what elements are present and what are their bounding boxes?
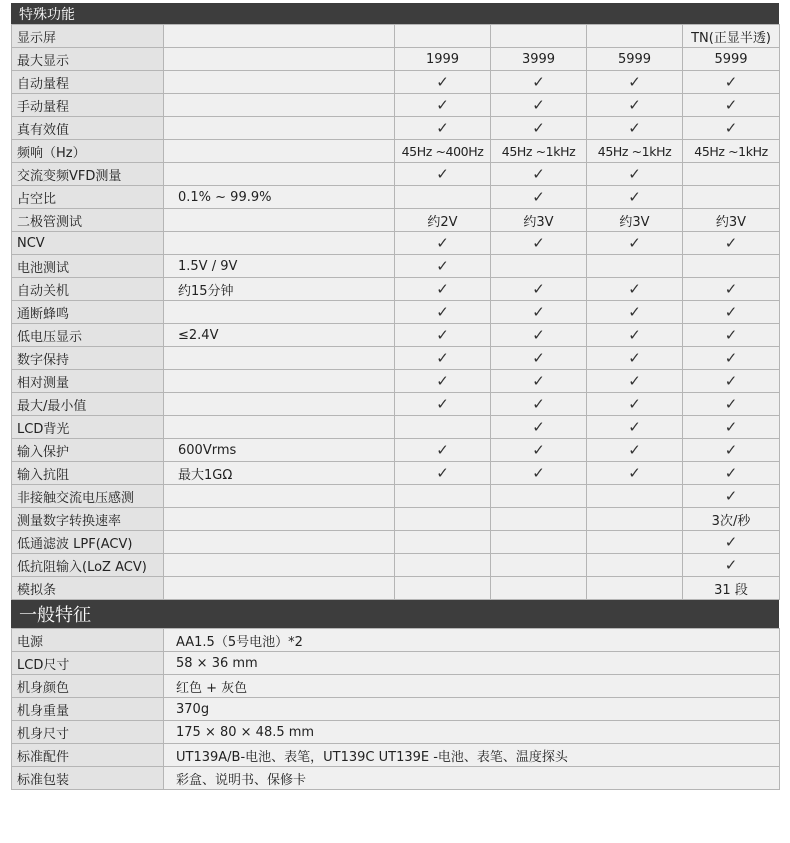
feature-value: 3999 bbox=[491, 48, 587, 71]
special-feature-row bbox=[12, 278, 780, 301]
special-feature-row bbox=[12, 577, 780, 600]
feature-description bbox=[164, 25, 395, 48]
check-icon: ✓ bbox=[395, 324, 491, 347]
feature-value bbox=[683, 163, 780, 186]
feature-value bbox=[587, 255, 683, 278]
check-icon: ✓ bbox=[491, 416, 587, 439]
feature-description: 约15分钟 bbox=[164, 278, 395, 301]
check-icon: ✓ bbox=[491, 462, 587, 485]
check-icon: ✓ bbox=[587, 163, 683, 186]
feature-value bbox=[683, 255, 780, 278]
special-feature-row bbox=[12, 25, 780, 48]
feature-value bbox=[491, 531, 587, 554]
feature-value bbox=[587, 508, 683, 531]
feature-label: 低抗阻输入(LoZ ACV) bbox=[12, 554, 164, 577]
special-features-body bbox=[12, 25, 780, 600]
check-icon: ✓ bbox=[587, 416, 683, 439]
general-value: 370g bbox=[164, 698, 780, 721]
check-icon: ✓ bbox=[395, 462, 491, 485]
feature-label: 自动关机 bbox=[12, 278, 164, 301]
check-icon: ✓ bbox=[395, 370, 491, 393]
special-feature-row bbox=[12, 186, 780, 209]
check-icon: ✓ bbox=[683, 554, 780, 577]
feature-description bbox=[164, 209, 395, 232]
check-icon: ✓ bbox=[491, 278, 587, 301]
check-icon: ✓ bbox=[683, 301, 780, 324]
check-icon: ✓ bbox=[491, 301, 587, 324]
feature-value bbox=[587, 531, 683, 554]
general-value: 175 × 80 × 48.5 mm bbox=[164, 721, 780, 744]
check-icon: ✓ bbox=[587, 370, 683, 393]
feature-value bbox=[587, 25, 683, 48]
check-icon: ✓ bbox=[587, 232, 683, 255]
check-icon: ✓ bbox=[491, 94, 587, 117]
feature-value: 1999 bbox=[395, 48, 491, 71]
feature-description bbox=[164, 508, 395, 531]
check-icon: ✓ bbox=[395, 278, 491, 301]
special-feature-row bbox=[12, 163, 780, 186]
feature-description bbox=[164, 485, 395, 508]
feature-label: 数字保持 bbox=[12, 347, 164, 370]
feature-label: 输入抗阻 bbox=[12, 462, 164, 485]
check-icon: ✓ bbox=[683, 485, 780, 508]
check-icon: ✓ bbox=[587, 94, 683, 117]
general-label: 机身颜色 bbox=[12, 675, 164, 698]
feature-label: 自动量程 bbox=[12, 71, 164, 94]
check-icon: ✓ bbox=[491, 370, 587, 393]
feature-description bbox=[164, 94, 395, 117]
general-label: 机身重量 bbox=[12, 698, 164, 721]
check-icon: ✓ bbox=[491, 71, 587, 94]
feature-description: 最大1GΩ bbox=[164, 462, 395, 485]
feature-value: TN(正显半透) bbox=[683, 25, 780, 48]
general-feature-row bbox=[12, 767, 780, 790]
feature-description bbox=[164, 393, 395, 416]
special-feature-row bbox=[12, 232, 780, 255]
special-feature-row bbox=[12, 416, 780, 439]
check-icon: ✓ bbox=[683, 531, 780, 554]
feature-value bbox=[491, 485, 587, 508]
feature-value bbox=[395, 531, 491, 554]
feature-value: 5999 bbox=[587, 48, 683, 71]
feature-label: 二极管测试 bbox=[12, 209, 164, 232]
feature-value: 约3V bbox=[683, 209, 780, 232]
check-icon: ✓ bbox=[587, 393, 683, 416]
feature-description bbox=[164, 117, 395, 140]
feature-label: 最大/最小值 bbox=[12, 393, 164, 416]
feature-value: 31 段 bbox=[683, 577, 780, 600]
feature-value bbox=[491, 25, 587, 48]
feature-description bbox=[164, 554, 395, 577]
feature-value bbox=[683, 186, 780, 209]
feature-description bbox=[164, 301, 395, 324]
check-icon: ✓ bbox=[395, 117, 491, 140]
general-feature-row bbox=[12, 721, 780, 744]
special-features-title: 特殊功能 bbox=[19, 6, 75, 23]
feature-label: 频响（Hz） bbox=[12, 140, 164, 163]
special-feature-row bbox=[12, 301, 780, 324]
special-feature-row bbox=[12, 370, 780, 393]
feature-label: 真有效值 bbox=[12, 117, 164, 140]
feature-value bbox=[395, 186, 491, 209]
check-icon: ✓ bbox=[587, 117, 683, 140]
check-icon: ✓ bbox=[395, 71, 491, 94]
special-feature-row bbox=[12, 393, 780, 416]
check-icon: ✓ bbox=[587, 186, 683, 209]
check-icon: ✓ bbox=[395, 439, 491, 462]
feature-value: 约3V bbox=[491, 209, 587, 232]
feature-description bbox=[164, 140, 395, 163]
feature-value bbox=[395, 554, 491, 577]
special-features-table bbox=[11, 24, 780, 600]
feature-label: 相对测量 bbox=[12, 370, 164, 393]
feature-value bbox=[395, 25, 491, 48]
check-icon: ✓ bbox=[395, 255, 491, 278]
feature-description: 1.5V / 9V bbox=[164, 255, 395, 278]
feature-description bbox=[164, 48, 395, 71]
check-icon: ✓ bbox=[683, 347, 780, 370]
feature-value bbox=[587, 554, 683, 577]
check-icon: ✓ bbox=[491, 232, 587, 255]
feature-description: ≤2.4V bbox=[164, 324, 395, 347]
feature-label: 模拟条 bbox=[12, 577, 164, 600]
feature-label: 占空比 bbox=[12, 186, 164, 209]
feature-value bbox=[491, 508, 587, 531]
feature-description bbox=[164, 531, 395, 554]
general-features-header bbox=[11, 600, 779, 628]
general-label: 标准配件 bbox=[12, 744, 164, 767]
general-feature-row bbox=[12, 652, 780, 675]
check-icon: ✓ bbox=[491, 393, 587, 416]
special-feature-row bbox=[12, 554, 780, 577]
feature-value: 45Hz ~1kHz bbox=[587, 140, 683, 163]
spec-sheet bbox=[11, 3, 779, 790]
general-value: UT139A/B-电池、表笔，UT139C UT139E -电池、表笔、温度探头 bbox=[164, 744, 780, 767]
feature-label: 低电压显示 bbox=[12, 324, 164, 347]
feature-description bbox=[164, 416, 395, 439]
feature-label: LCD背光 bbox=[12, 416, 164, 439]
general-value: 彩盒、说明书、保修卡 bbox=[164, 767, 780, 790]
check-icon: ✓ bbox=[587, 301, 683, 324]
feature-label: 手动量程 bbox=[12, 94, 164, 117]
check-icon: ✓ bbox=[491, 186, 587, 209]
special-feature-row bbox=[12, 324, 780, 347]
feature-value bbox=[395, 508, 491, 531]
special-feature-row bbox=[12, 209, 780, 232]
special-feature-row bbox=[12, 117, 780, 140]
check-icon: ✓ bbox=[683, 370, 780, 393]
feature-value: 45Hz ~1kHz bbox=[683, 140, 780, 163]
check-icon: ✓ bbox=[395, 301, 491, 324]
feature-description: 600Vrms bbox=[164, 439, 395, 462]
check-icon: ✓ bbox=[491, 117, 587, 140]
feature-label: 最大显示 bbox=[12, 48, 164, 71]
check-icon: ✓ bbox=[683, 232, 780, 255]
general-value: 红色 + 灰色 bbox=[164, 675, 780, 698]
general-value: AA1.5（5号电池）*2 bbox=[164, 629, 780, 652]
special-feature-row bbox=[12, 508, 780, 531]
check-icon: ✓ bbox=[683, 416, 780, 439]
special-feature-row bbox=[12, 462, 780, 485]
feature-value: 约3V bbox=[587, 209, 683, 232]
check-icon: ✓ bbox=[491, 324, 587, 347]
check-icon: ✓ bbox=[587, 278, 683, 301]
feature-label: 电池测试 bbox=[12, 255, 164, 278]
check-icon: ✓ bbox=[587, 71, 683, 94]
feature-value: 3次/秒 bbox=[683, 508, 780, 531]
special-feature-row bbox=[12, 48, 780, 71]
feature-label: 测量数字转换速率 bbox=[12, 508, 164, 531]
general-label: 电源 bbox=[12, 629, 164, 652]
feature-label: 交流变频VFD测量 bbox=[12, 163, 164, 186]
check-icon: ✓ bbox=[491, 347, 587, 370]
general-value: 58 × 36 mm bbox=[164, 652, 780, 675]
check-icon: ✓ bbox=[587, 347, 683, 370]
general-feature-row bbox=[12, 629, 780, 652]
feature-label: 显示屏 bbox=[12, 25, 164, 48]
feature-description bbox=[164, 163, 395, 186]
feature-value: 5999 bbox=[683, 48, 780, 71]
feature-label: 低通滤波 LPF(ACV) bbox=[12, 531, 164, 554]
feature-description: 0.1% ~ 99.9% bbox=[164, 186, 395, 209]
general-features-table bbox=[11, 628, 780, 790]
feature-value bbox=[395, 416, 491, 439]
check-icon: ✓ bbox=[491, 439, 587, 462]
check-icon: ✓ bbox=[395, 347, 491, 370]
check-icon: ✓ bbox=[683, 324, 780, 347]
feature-value: 45Hz ~400Hz bbox=[395, 140, 491, 163]
general-label: 标准包装 bbox=[12, 767, 164, 790]
special-feature-row bbox=[12, 140, 780, 163]
check-icon: ✓ bbox=[683, 278, 780, 301]
feature-description bbox=[164, 347, 395, 370]
feature-description bbox=[164, 577, 395, 600]
general-feature-row bbox=[12, 675, 780, 698]
feature-value: 约2V bbox=[395, 209, 491, 232]
check-icon: ✓ bbox=[395, 232, 491, 255]
feature-value bbox=[395, 577, 491, 600]
feature-label: 输入保护 bbox=[12, 439, 164, 462]
general-label: 机身尺寸 bbox=[12, 721, 164, 744]
feature-value bbox=[491, 255, 587, 278]
general-feature-row bbox=[12, 698, 780, 721]
general-feature-row bbox=[12, 744, 780, 767]
special-feature-row bbox=[12, 485, 780, 508]
check-icon: ✓ bbox=[395, 393, 491, 416]
special-features-header bbox=[11, 3, 779, 24]
check-icon: ✓ bbox=[587, 439, 683, 462]
general-features-title: 一般特征 bbox=[19, 605, 91, 626]
feature-value bbox=[491, 577, 587, 600]
feature-description bbox=[164, 71, 395, 94]
feature-label: 非接触交流电压感测 bbox=[12, 485, 164, 508]
check-icon: ✓ bbox=[683, 117, 780, 140]
check-icon: ✓ bbox=[587, 324, 683, 347]
check-icon: ✓ bbox=[683, 393, 780, 416]
feature-description bbox=[164, 232, 395, 255]
special-feature-row bbox=[12, 255, 780, 278]
general-label: LCD尺寸 bbox=[12, 652, 164, 675]
special-feature-row bbox=[12, 94, 780, 117]
check-icon: ✓ bbox=[395, 163, 491, 186]
check-icon: ✓ bbox=[683, 439, 780, 462]
feature-value: 45Hz ~1kHz bbox=[491, 140, 587, 163]
check-icon: ✓ bbox=[683, 94, 780, 117]
special-feature-row bbox=[12, 439, 780, 462]
feature-value bbox=[395, 485, 491, 508]
special-feature-row bbox=[12, 71, 780, 94]
general-features-body bbox=[12, 629, 780, 790]
feature-label: NCV bbox=[12, 232, 164, 255]
check-icon: ✓ bbox=[587, 462, 683, 485]
check-icon: ✓ bbox=[491, 163, 587, 186]
feature-value bbox=[491, 554, 587, 577]
feature-value bbox=[587, 577, 683, 600]
check-icon: ✓ bbox=[683, 462, 780, 485]
check-icon: ✓ bbox=[683, 71, 780, 94]
feature-value bbox=[587, 485, 683, 508]
check-icon: ✓ bbox=[395, 94, 491, 117]
special-feature-row bbox=[12, 347, 780, 370]
feature-label: 通断蜂鸣 bbox=[12, 301, 164, 324]
special-feature-row bbox=[12, 531, 780, 554]
feature-description bbox=[164, 370, 395, 393]
